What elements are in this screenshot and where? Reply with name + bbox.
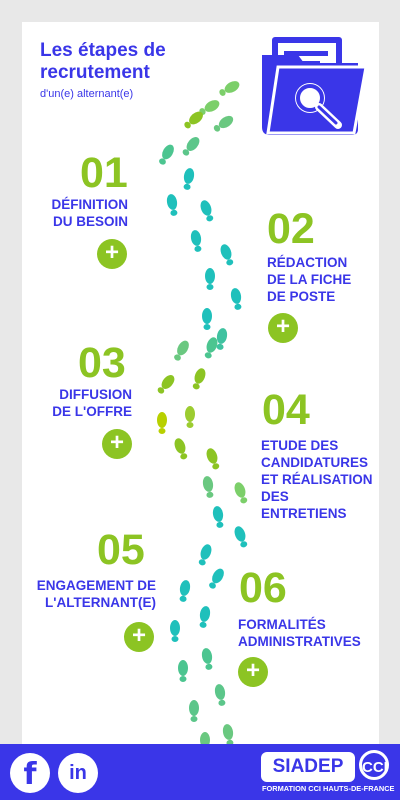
step-03-expand-button[interactable]: +: [102, 429, 132, 459]
page-subtitle: d'un(e) alternant(e): [40, 88, 134, 100]
step-02-label-line: RÉDACTION: [267, 255, 348, 270]
step-02-label: [267, 254, 377, 305]
step-06-label: [238, 616, 378, 650]
footprint: [166, 193, 180, 216]
step-05-expand-button[interactable]: +: [124, 622, 154, 652]
step-05-number: 05: [97, 526, 145, 574]
footprint: [197, 543, 214, 567]
footprint: [170, 620, 180, 642]
step-05-label-line: ENGAGEMENT DE: [36, 578, 156, 593]
step-04-label-line: DES: [261, 489, 289, 504]
footprint: [199, 199, 216, 223]
step-02-label-line: DE LA FICHE: [267, 272, 352, 287]
linkedin-icon[interactable]: in: [58, 753, 98, 793]
footprint: [178, 579, 192, 602]
footprint: [182, 167, 196, 190]
footprint: [189, 700, 199, 722]
step-01-number: 01: [80, 149, 128, 197]
step-02-label-line: DE POSTE: [267, 289, 336, 304]
footprint: [217, 79, 241, 99]
footprint: [178, 660, 188, 682]
cci-logo: CCI: [359, 750, 389, 780]
footprint: [155, 373, 177, 396]
step-03-label-line: DIFFUSION: [59, 387, 132, 402]
step-04-label-line: ENTRETIENS: [261, 506, 347, 521]
step-05-label-line: L'ALTERNANT(E): [45, 595, 156, 610]
footprint: [205, 447, 222, 471]
step-06-label-line: FORMALITÉS: [238, 617, 326, 632]
step-04-label-line: ET RÉALISATION: [261, 472, 373, 487]
step-03-label-line: DE L'OFFRE: [52, 404, 132, 419]
footprint: [207, 567, 227, 591]
footprint: [233, 525, 250, 549]
step-04-label-line: ETUDE DES: [261, 438, 339, 453]
step-01-label-line: DU BESOIN: [52, 214, 128, 229]
footprint: [202, 475, 216, 498]
step-02-expand-button[interactable]: +: [268, 313, 298, 343]
step-05-label: [26, 577, 156, 611]
footprint: [214, 683, 228, 706]
siadep-logo: SIADEP: [261, 752, 355, 782]
step-01-expand-button[interactable]: +: [97, 239, 127, 269]
step-01-label: [40, 196, 128, 230]
footprint: [202, 308, 212, 330]
footprint: [190, 229, 204, 252]
step-02-number: 02: [267, 205, 315, 253]
footprint: [219, 243, 236, 267]
footprint: [212, 505, 226, 528]
footprint: [180, 135, 202, 158]
footprint: [205, 268, 215, 290]
title-line-2: recrutement: [40, 62, 150, 83]
step-03-label: [40, 386, 132, 420]
footprint: [215, 327, 229, 350]
step-06-number: 06: [239, 564, 287, 612]
step-04-label-line: CANDIDATURES: [261, 455, 368, 470]
footprint: [172, 339, 192, 363]
step-04-label: [261, 437, 385, 522]
footprint: [198, 605, 212, 628]
footprint: [191, 367, 208, 391]
step-04-number: 04: [262, 386, 310, 434]
footer-tagline: FORMATION CCI HAUTS-DE-FRANCE: [262, 784, 395, 793]
title-line-1: Les étapes de: [40, 40, 166, 61]
step-01-label-line: DÉFINITION: [51, 197, 128, 212]
footprint: [233, 481, 250, 505]
footprint: [157, 412, 167, 434]
facebook-icon[interactable]: f: [10, 753, 50, 793]
footprint: [201, 647, 215, 670]
step-06-expand-button[interactable]: +: [238, 657, 268, 687]
footprint: [157, 143, 177, 167]
step-03-number: 03: [78, 339, 126, 387]
footprint: [185, 406, 195, 428]
footprint: [173, 437, 190, 461]
step-06-label-line: ADMINISTRATIVES: [238, 634, 361, 649]
footprint: [212, 113, 236, 134]
footprint: [230, 287, 244, 310]
